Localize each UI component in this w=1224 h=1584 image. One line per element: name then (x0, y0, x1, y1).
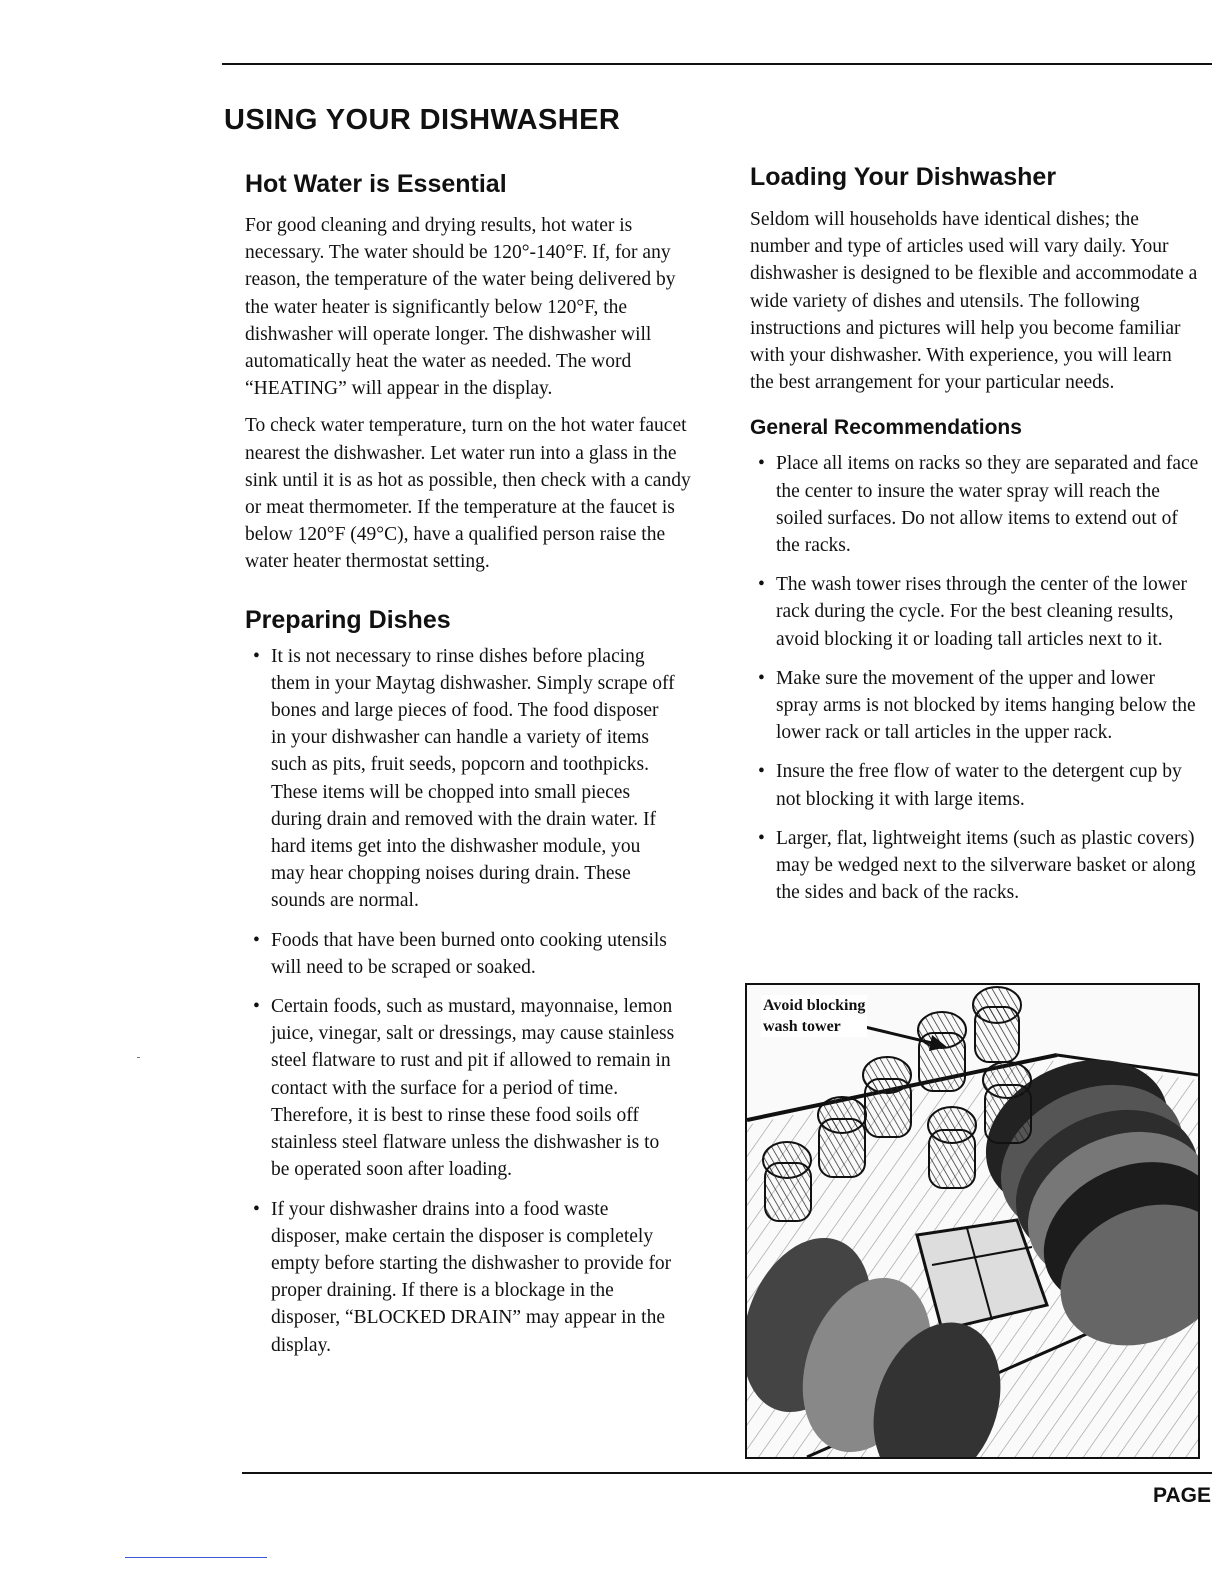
general-recommendations-heading: General Recommendations (750, 416, 1022, 440)
hot-water-paragraph-1: For good cleaning and drying results, hot water is necessary. The water should be 120°-140°F. If, for any reason, the temperature of the water being delivered by the water heater is significantly below 120°F, the dishwasher will operate longer. The dishwasher will automatically heat the water as needed. The word “HEATING” will appear in the display. (245, 215, 676, 400)
callout-line-1: Avoid blocking (763, 997, 866, 1014)
top-rule (222, 63, 1212, 65)
list-item: • The wash tower rises through the center of the lower rack during the cycle. For the best cleaning results, avoid blocking it or loading tall articles next to it. (750, 571, 1200, 653)
hot-water-paragraph-2: To check water temperature, turn on the hot water faucet nearest the dishwasher. Let water run into a glass in the sink until it is as hot as possible, then check with a candy or meat thermometer. If the temperature at the faucet is below 120°F (49°C), have a qualified person raise the water heater thermostat setting. (245, 415, 691, 573)
list-item: • Place all items on racks so they are separated and face the center to insure the water spray will reach the soiled surfaces. Do not allow items to extend out of the racks. (750, 450, 1200, 559)
page-title: USING YOUR DISHWASHER (224, 104, 621, 136)
hot-water-section (245, 170, 695, 576)
right-column (750, 163, 1200, 906)
preparing-dishes-list (245, 643, 675, 1359)
list-item: • Foods that have been burned onto cooking utensils will need to be scraped or soaked. (245, 927, 675, 981)
hot-water-heading: Hot Water is Essential (245, 170, 507, 198)
loading-heading: Loading Your Dishwasher (750, 163, 1057, 191)
list-item: • Make sure the movement of the upper and lower spray arms is not blocked by items hanging below the lower rack or tall articles in the upper rack. (750, 665, 1200, 747)
list-item: • It is not necessary to rinse dishes before placing them in your Maytag dishwasher. Simply scrape off bones and large pieces of food. The food disposer in your dishwasher can handle a variety of items such as pits, fruit seeds, popcorn and toothpicks. These items will be chopped into small pieces during drain and removed with the drain water. If hard items get into the dishwasher module, you may hear chopping noises during drain. These sounds are normal. (245, 643, 675, 915)
scan-edge-line (125, 1557, 267, 1558)
preparing-dishes-section (245, 606, 695, 1359)
preparing-dishes-heading: Preparing Dishes (245, 605, 451, 634)
rack-drawing (747, 985, 1198, 1457)
list-item: • Insure the free flow of water to the detergent cup by not blocking it with large items. (750, 758, 1200, 812)
general-recommendations-section (750, 416, 1200, 906)
left-column (245, 170, 695, 1359)
list-item: • Larger, flat, lightweight items (such as plastic covers) may be wedged next to the silverware basket or along the sides and back of the racks. (750, 825, 1200, 907)
callout-label (761, 995, 867, 1037)
general-recommendations-list (750, 450, 1200, 906)
list-item: • If your dishwasher drains into a food waste disposer, make certain the disposer is completely empty before starting the dishwasher to provide for proper draining. If there is a blockage in the disposer, “BLOCKED DRAIN” may appear in the display. (245, 1196, 675, 1359)
dishwasher-rack-illustration (745, 983, 1200, 1459)
margin-mark (137, 1057, 140, 1058)
bottom-rule (242, 1472, 1212, 1474)
loading-paragraph: Seldom will households have identical dishes; the number and type of articles used will vary daily. Your dishwasher is designed to be flexible and accommodate a wide variety of dishes and utensils. The following instructions and pictures will help you become familiar with your dishwasher. With experience, you will learn the best arrangement for your particular needs. (750, 209, 1198, 394)
callout-line-2: wash tower (763, 1018, 841, 1035)
loading-section (750, 163, 1200, 396)
page-footer-label: PAGE (1153, 1484, 1211, 1507)
list-item: • Certain foods, such as mustard, mayonnaise, lemon juice, vinegar, salt or dressings, may cause stainless steel flatware to rust and pit if allowed to remain in contact with the surface for a period of time. Therefore, it is best to rinse these food soils off stainless steel flatware unless the dishwasher is to be operated soon after loading. (245, 993, 675, 1183)
